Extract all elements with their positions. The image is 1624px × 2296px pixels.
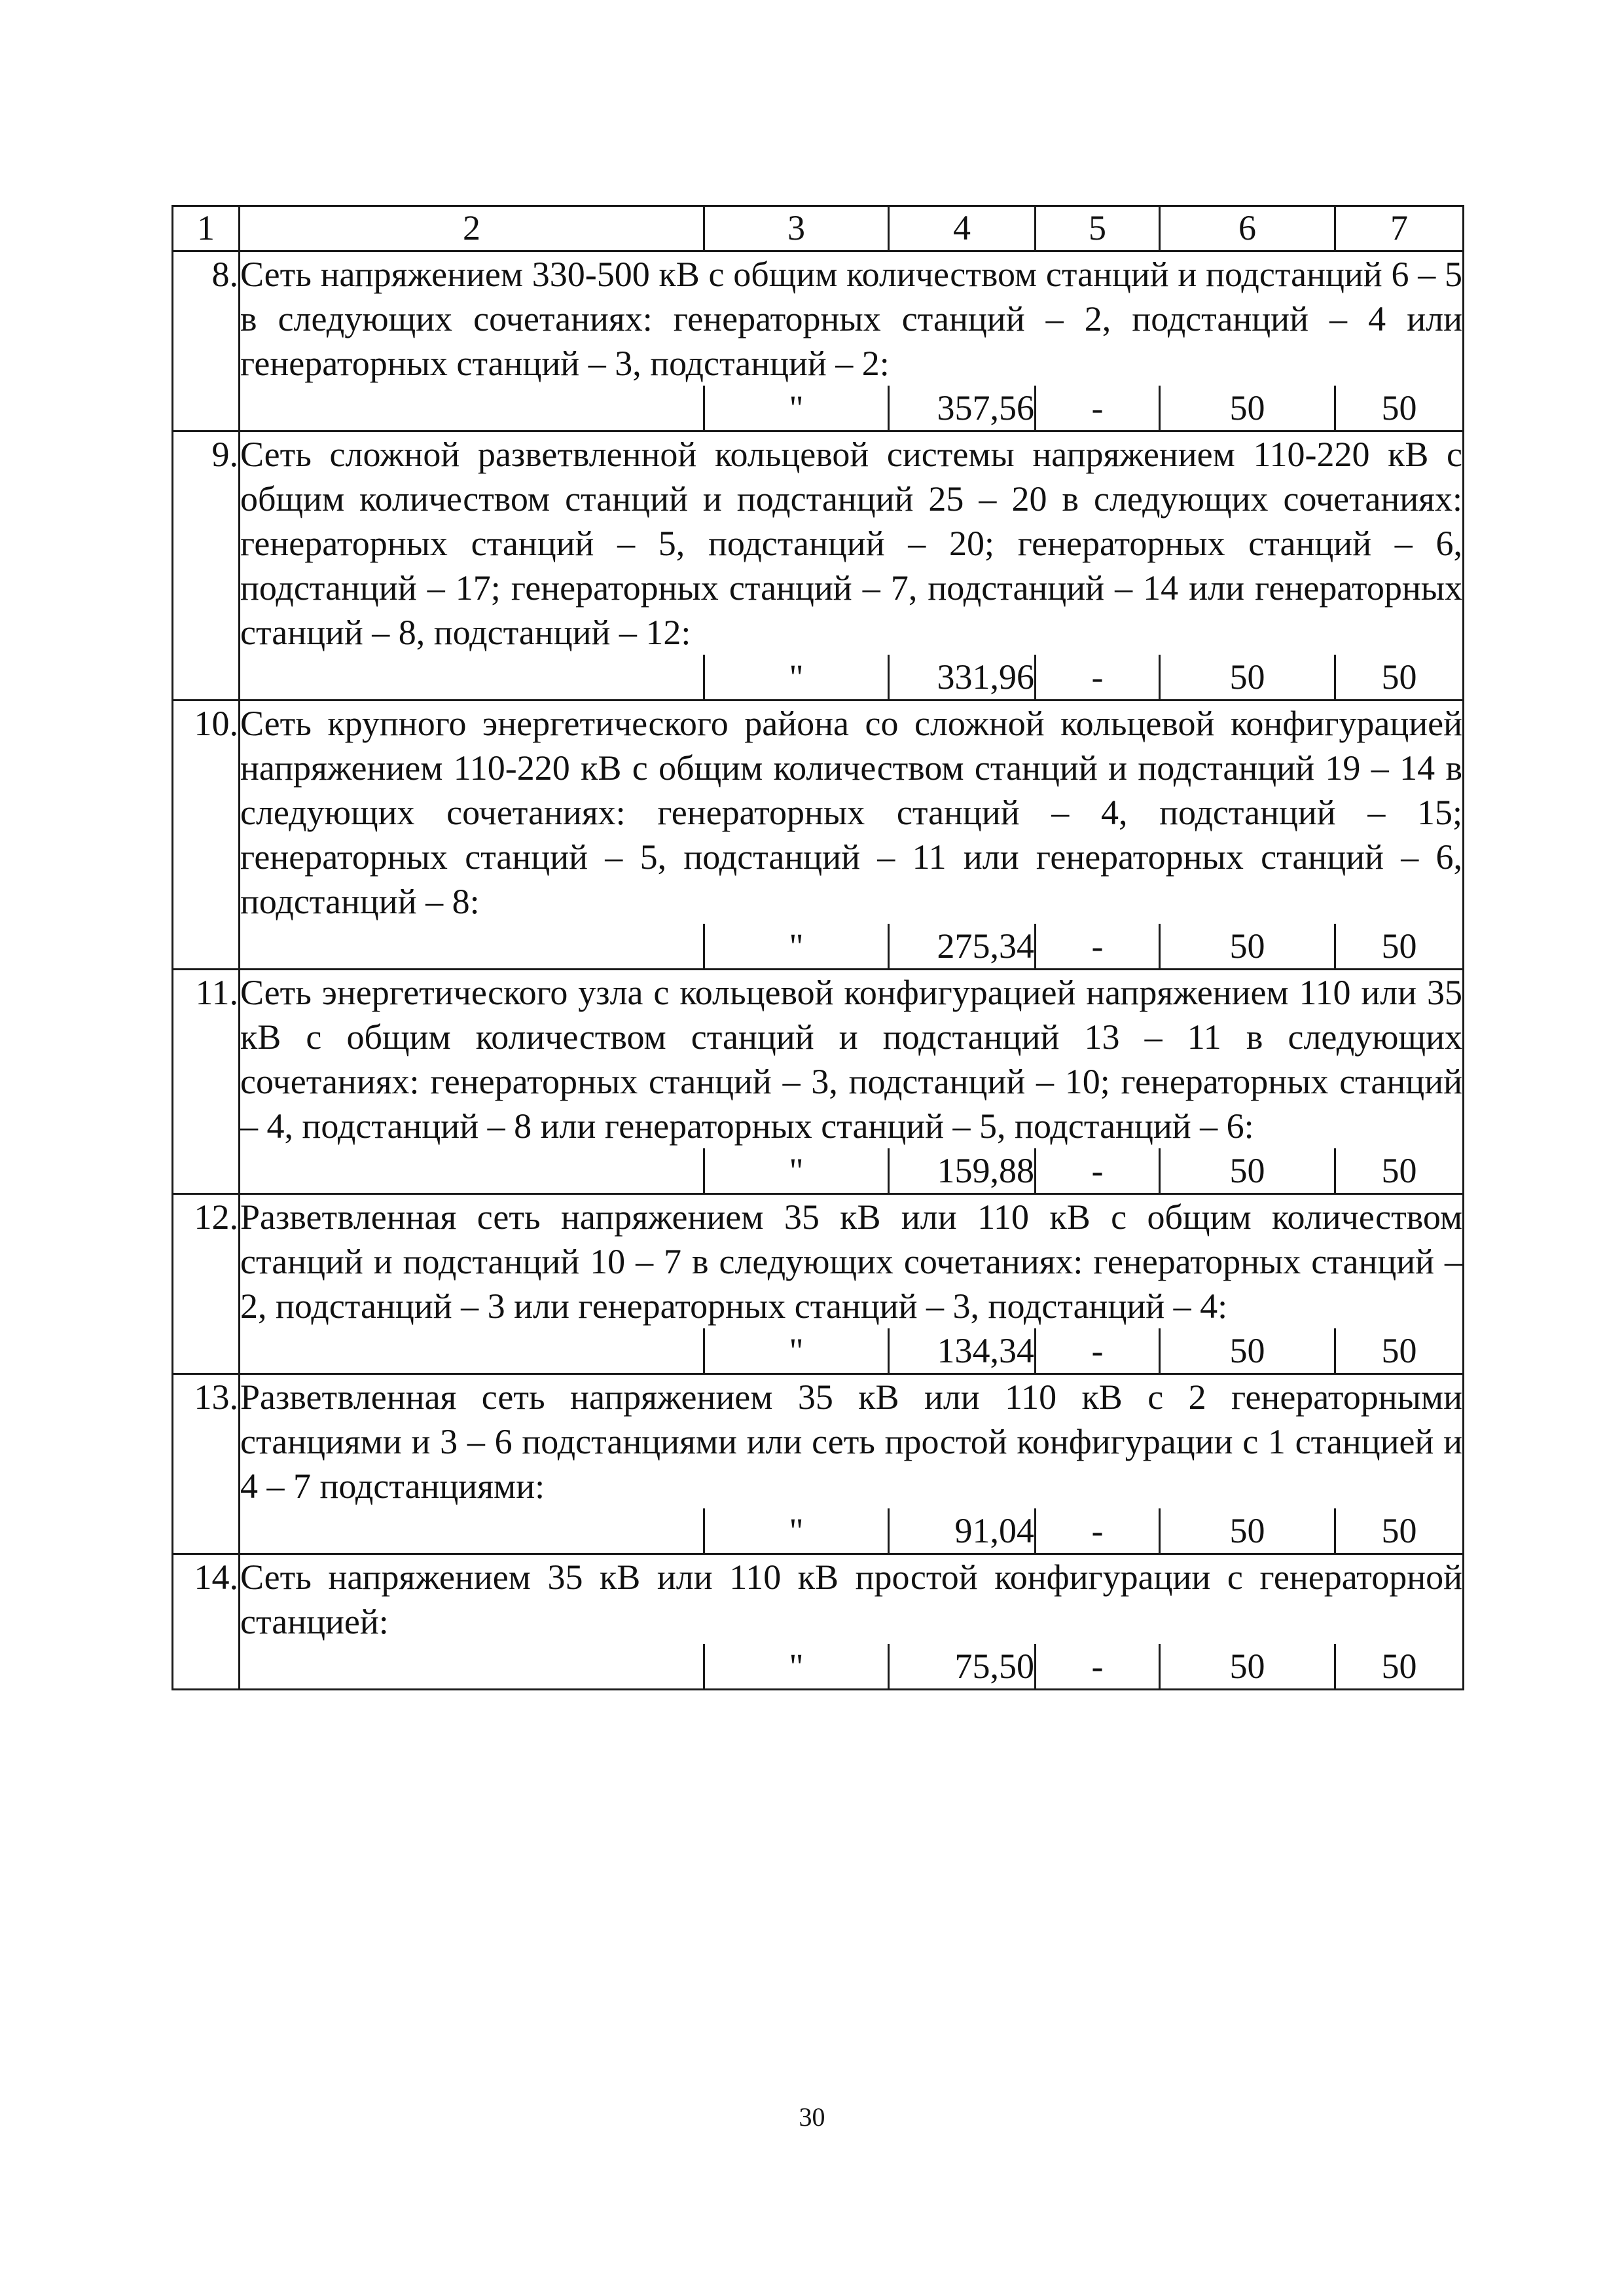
header-cell: 6: [1160, 206, 1335, 251]
unit-cell: ": [704, 1328, 889, 1374]
price-cell: 331,96: [889, 655, 1036, 701]
rates-table: [171, 205, 1464, 1690]
row-description: Сеть напряжением 330-500 кВ с общим количеством станций и подстанций 6 – 5 в следующих сочетаниях: генераторных станций – 2, подстанций – 4 или генераторных станций – 3, подстанций – 2:: [240, 251, 1464, 386]
blank-cell: [240, 655, 704, 701]
col7-cell: 50: [1335, 1148, 1464, 1194]
col7-cell: 50: [1335, 386, 1464, 431]
table-row-values: [173, 1148, 1464, 1194]
unit-cell: ": [704, 924, 889, 970]
col5-cell: -: [1036, 1644, 1160, 1690]
col6-cell: 50: [1160, 1328, 1335, 1374]
col6-cell: 50: [1160, 1644, 1335, 1690]
table-row: [173, 970, 1464, 1149]
col5-cell: -: [1036, 1508, 1160, 1554]
col5-cell: -: [1036, 386, 1160, 431]
col6-cell: 50: [1160, 1148, 1335, 1194]
col5-cell: -: [1036, 1328, 1160, 1374]
table-row-values: [173, 924, 1464, 970]
blank-cell: [240, 1148, 704, 1194]
header-cell: 3: [704, 206, 889, 251]
table-row: [173, 701, 1464, 924]
unit-cell: ": [704, 1508, 889, 1554]
row-description: Разветвленная сеть напряжением 35 кВ или 110 кВ с 2 генераторными станциями и 3 – 6 подстанциями или сеть простой конфигурации с 1 станцией и 4 – 7 подстанциями:: [240, 1374, 1464, 1509]
col5-cell: -: [1036, 655, 1160, 701]
col6-cell: 50: [1160, 1508, 1335, 1554]
col6-cell: 50: [1160, 386, 1335, 431]
col7-cell: 50: [1335, 655, 1464, 701]
blank-cell: [240, 924, 704, 970]
row-description: Сеть крупного энергетического района со сложной кольцевой конфигурацией напряжением 110-220 кВ с общим количеством станций и подстанций 19 – 14 в следующих сочетаниях: генераторных станций – 4, подстанций – 15; генераторных станций – 5, подстанций – 11 или генераторных станций – 6, подстанций – 8:: [240, 701, 1464, 924]
col5-cell: -: [1036, 924, 1160, 970]
blank-cell: [240, 1328, 704, 1374]
col7-cell: 50: [1335, 924, 1464, 970]
table-row: [173, 1374, 1464, 1509]
row-number: 13.: [173, 1374, 240, 1554]
unit-cell: ": [704, 1148, 889, 1194]
col6-cell: 50: [1160, 655, 1335, 701]
row-description: Разветвленная сеть напряжением 35 кВ или 110 кВ с общим количеством станций и подстанций 10 – 7 в следующих сочетаниях: генераторных станций – 2, подстанций – 3 или генераторных станций – 3, подстанций – 4:: [240, 1194, 1464, 1329]
table-row-values: [173, 655, 1464, 701]
table-header-row: [173, 206, 1464, 251]
table-row: [173, 251, 1464, 386]
row-description: Сеть напряжением 35 кВ или 110 кВ простой конфигурации с генераторной станцией:: [240, 1554, 1464, 1645]
table-row-values: [173, 1328, 1464, 1374]
table-row-values: [173, 1508, 1464, 1554]
row-number: 11.: [173, 970, 240, 1194]
table-row: [173, 1554, 1464, 1645]
col7-cell: 50: [1335, 1644, 1464, 1690]
blank-cell: [240, 1644, 704, 1690]
col5-cell: -: [1036, 1148, 1160, 1194]
header-cell: 1: [173, 206, 240, 251]
blank-cell: [240, 386, 704, 431]
col6-cell: 50: [1160, 924, 1335, 970]
unit-cell: ": [704, 1644, 889, 1690]
table-row: [173, 431, 1464, 655]
table-row-values: [173, 1644, 1464, 1690]
blank-cell: [240, 1508, 704, 1554]
price-cell: 134,34: [889, 1328, 1036, 1374]
row-number: 12.: [173, 1194, 240, 1374]
table-row-values: [173, 386, 1464, 431]
row-number: 8.: [173, 251, 240, 431]
unit-cell: ": [704, 655, 889, 701]
row-number: 14.: [173, 1554, 240, 1690]
header-cell: 5: [1036, 206, 1160, 251]
price-cell: 159,88: [889, 1148, 1036, 1194]
row-number: 10.: [173, 701, 240, 970]
col7-cell: 50: [1335, 1328, 1464, 1374]
header-cell: 2: [240, 206, 704, 251]
header-cell: 7: [1335, 206, 1464, 251]
price-cell: 275,34: [889, 924, 1036, 970]
price-cell: 91,04: [889, 1508, 1036, 1554]
page-number: 30: [799, 2102, 825, 2132]
price-cell: 75,50: [889, 1644, 1036, 1690]
header-cell: 4: [889, 206, 1036, 251]
row-number: 9.: [173, 431, 240, 701]
col7-cell: 50: [1335, 1508, 1464, 1554]
price-cell: 357,56: [889, 386, 1036, 431]
table-row: [173, 1194, 1464, 1329]
unit-cell: ": [704, 386, 889, 431]
row-description: Сеть сложной разветвленной кольцевой системы напряжением 110-220 кВ с общим количеством станций и подстанций 25 – 20 в следующих сочетаниях: генераторных станций – 5, подстанций – 20; генераторных станций – 6, подстанций – 17; генераторных станций – 7, подстанций – 14 или генераторных станций – 8, подстанций – 12:: [240, 431, 1464, 655]
row-description: Сеть энергетического узла с кольцевой конфигурацией напряжением 110 или 35 кВ с общим количеством станций и подстанций 13 – 11 в следующих сочетаниях: генераторных станций – 3, подстанций – 10; генераторных станций – 4, подстанций – 8 или генераторных станций – 5, подстанций – 6:: [240, 970, 1464, 1149]
